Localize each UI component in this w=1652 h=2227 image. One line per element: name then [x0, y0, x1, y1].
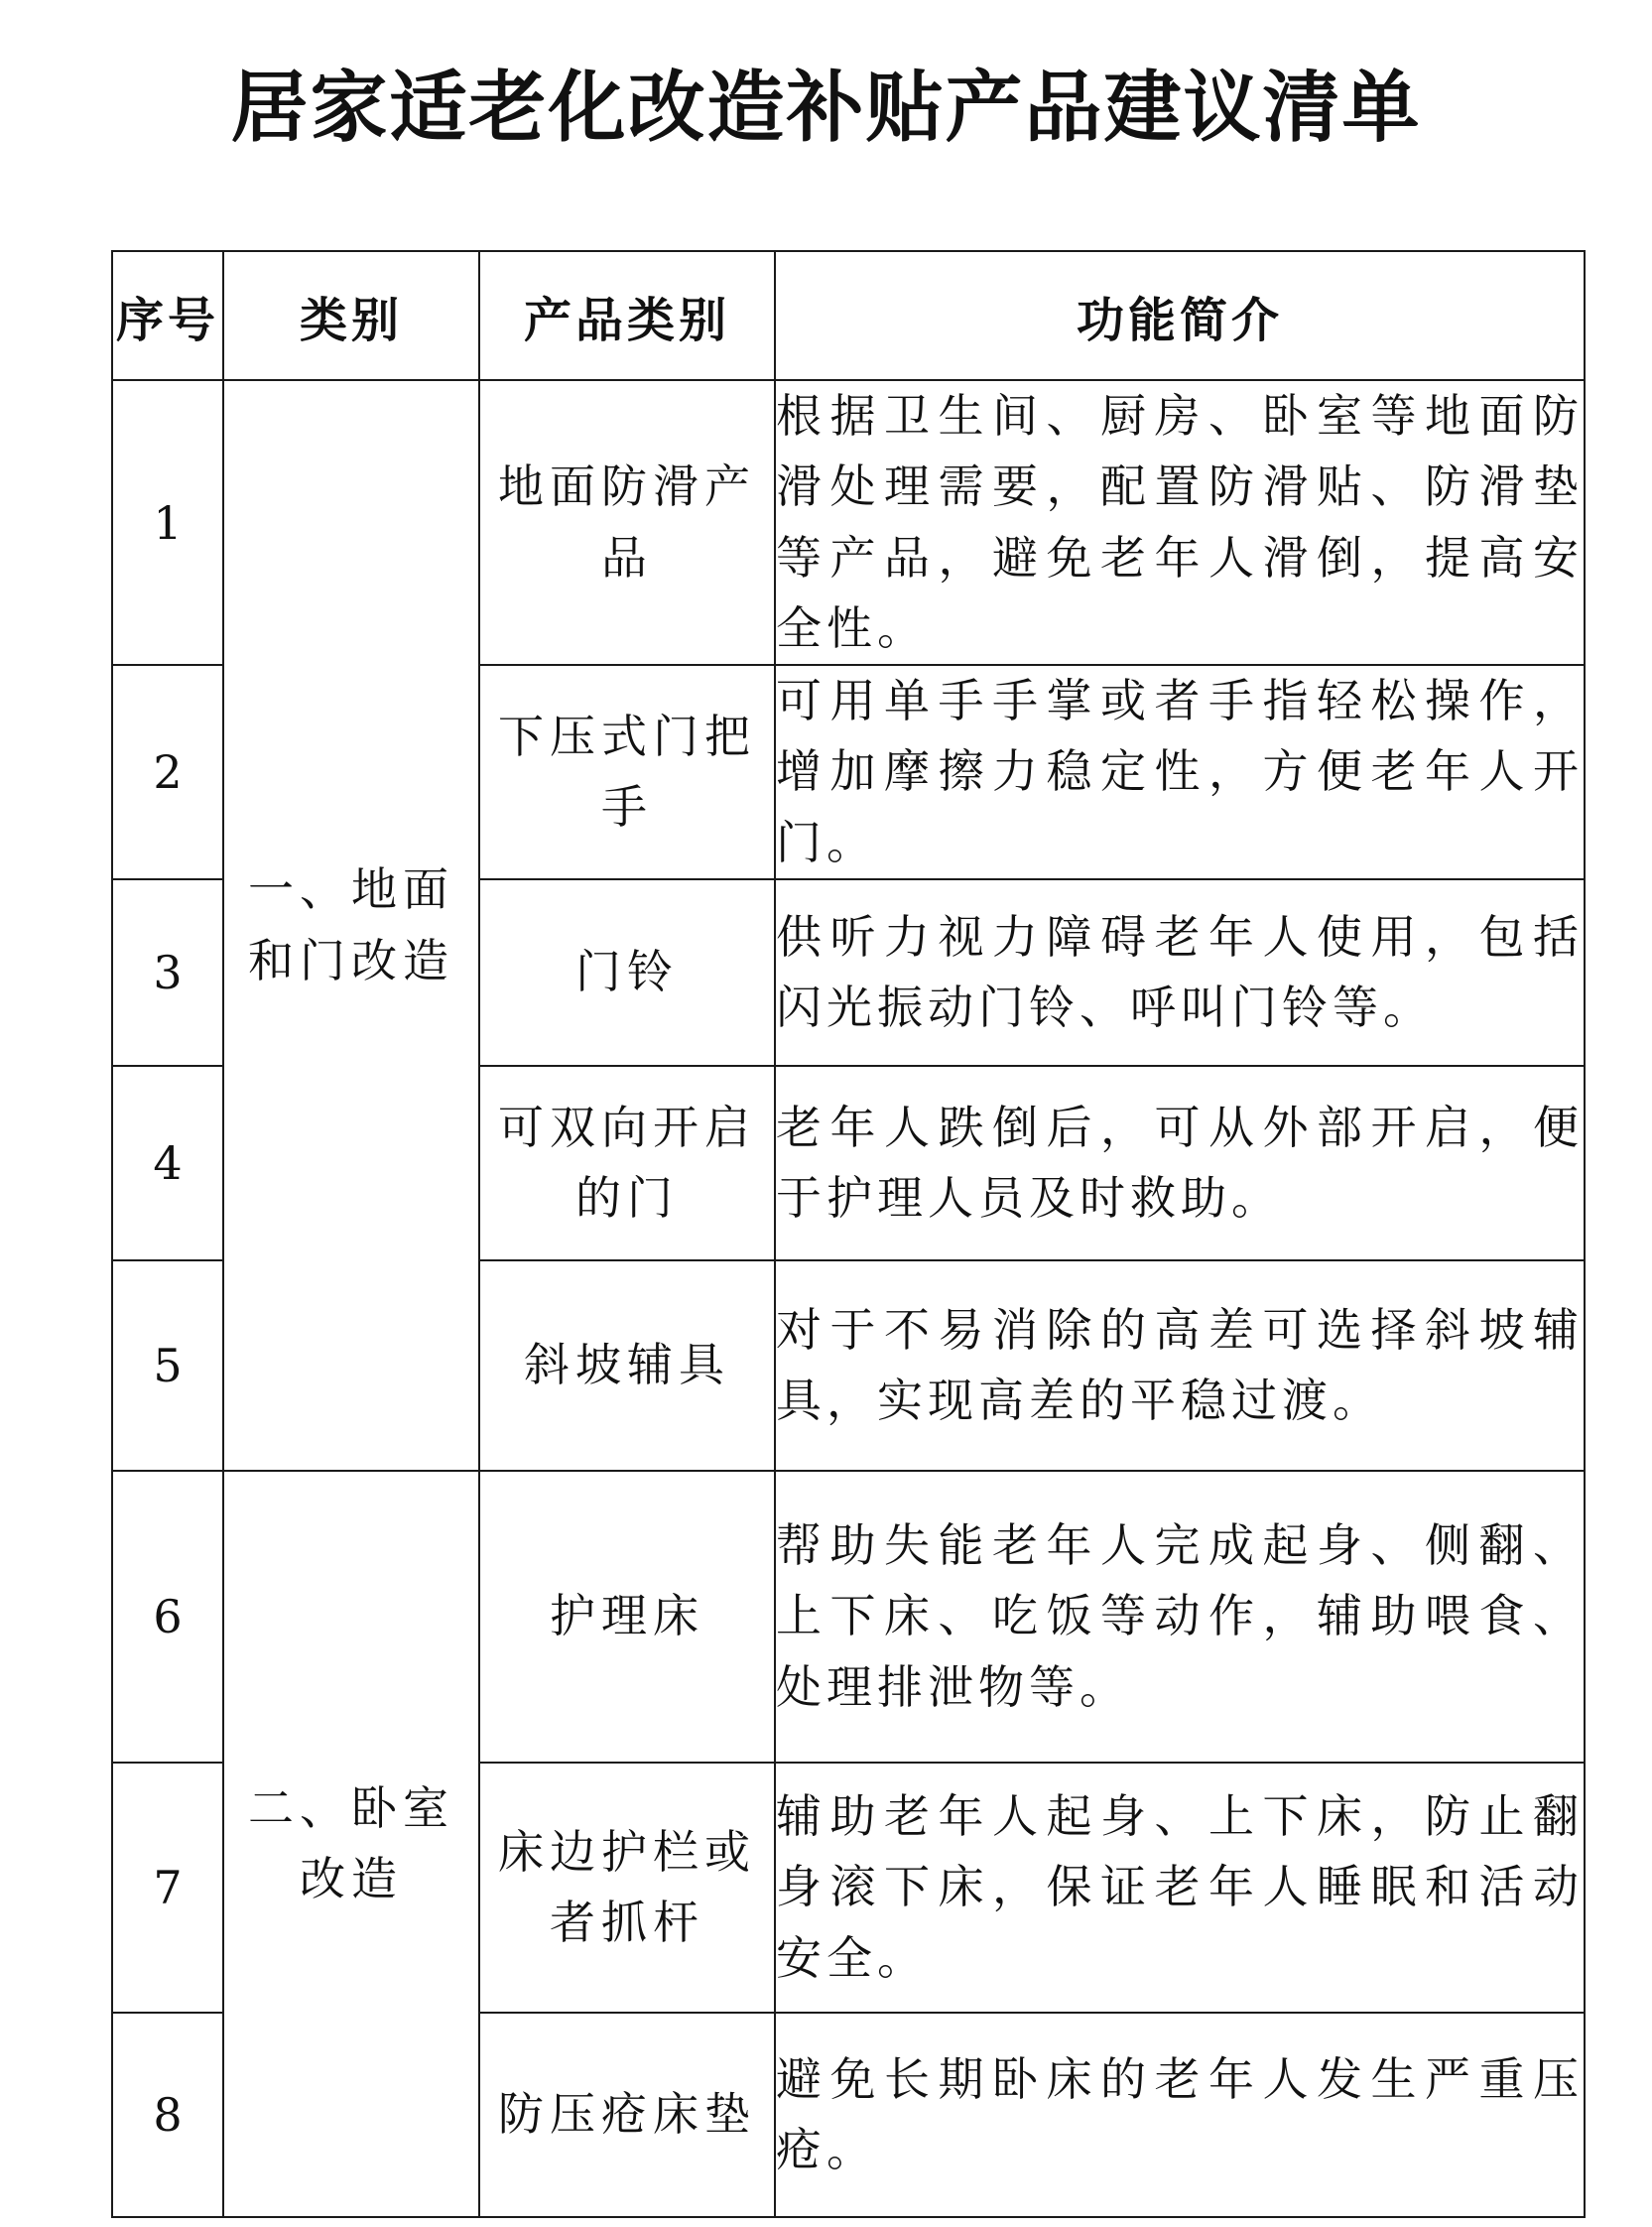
product-name: 地面防滑产品 — [479, 380, 775, 665]
product-description: 帮助失能老年人完成起身、侧翻、上下床、吃饭等动作，辅助喂食、处理排泄物等。 — [775, 1471, 1585, 1763]
product-description: 根据卫生间、厨房、卧室等地面防滑处理需要，配置防滑贴、防滑垫等产品，避免老年人滑倒，提高安全性。 — [775, 380, 1585, 665]
product-name: 下压式门把手 — [479, 665, 775, 879]
product-description: 可用单手手掌或者手指轻松操作，增加摩擦力稳定性，方便老年人开门。 — [775, 665, 1585, 879]
row-number: 2 — [112, 665, 223, 879]
row-number: 7 — [112, 1763, 223, 2013]
row-number: 8 — [112, 2013, 223, 2217]
product-name: 可双向开启的门 — [479, 1066, 775, 1260]
category-bedroom: 二、卧室改造 — [223, 1471, 479, 2217]
header-product-type: 产品类别 — [479, 251, 775, 380]
header-description: 功能简介 — [775, 251, 1585, 380]
document-title: 居家适老化改造补贴产品建议清单 — [230, 63, 1422, 153]
product-name: 门铃 — [479, 879, 775, 1066]
product-description: 避免长期卧床的老年人发生严重压疮。 — [775, 2013, 1585, 2217]
product-description: 老年人跌倒后，可从外部开启，便于护理人员及时救助。 — [775, 1066, 1585, 1260]
table-row — [112, 1471, 1585, 1763]
product-list-table — [111, 250, 1586, 2218]
product-name: 护理床 — [479, 1471, 775, 1763]
header-number: 序号 — [112, 251, 223, 380]
product-name: 防压疮床垫 — [479, 2013, 775, 2217]
category-floor-door: 一、地面和门改造 — [223, 380, 479, 1471]
row-number: 1 — [112, 380, 223, 665]
table-row — [112, 380, 1585, 665]
row-number: 3 — [112, 879, 223, 1066]
row-number: 5 — [112, 1260, 223, 1471]
product-description: 对于不易消除的高差可选择斜坡辅具，实现高差的平稳过渡。 — [775, 1260, 1585, 1471]
product-name: 斜坡辅具 — [479, 1260, 775, 1471]
product-name: 床边护栏或者抓杆 — [479, 1763, 775, 2013]
row-number: 4 — [112, 1066, 223, 1260]
header-category: 类别 — [223, 251, 479, 380]
table-header-row — [112, 251, 1585, 380]
product-description: 辅助老年人起身、上下床，防止翻身滚下床，保证老年人睡眠和活动安全。 — [775, 1763, 1585, 2013]
row-number: 6 — [112, 1471, 223, 1763]
product-description: 供听力视力障碍老年人使用，包括闪光振动门铃、呼叫门铃等。 — [775, 879, 1585, 1066]
